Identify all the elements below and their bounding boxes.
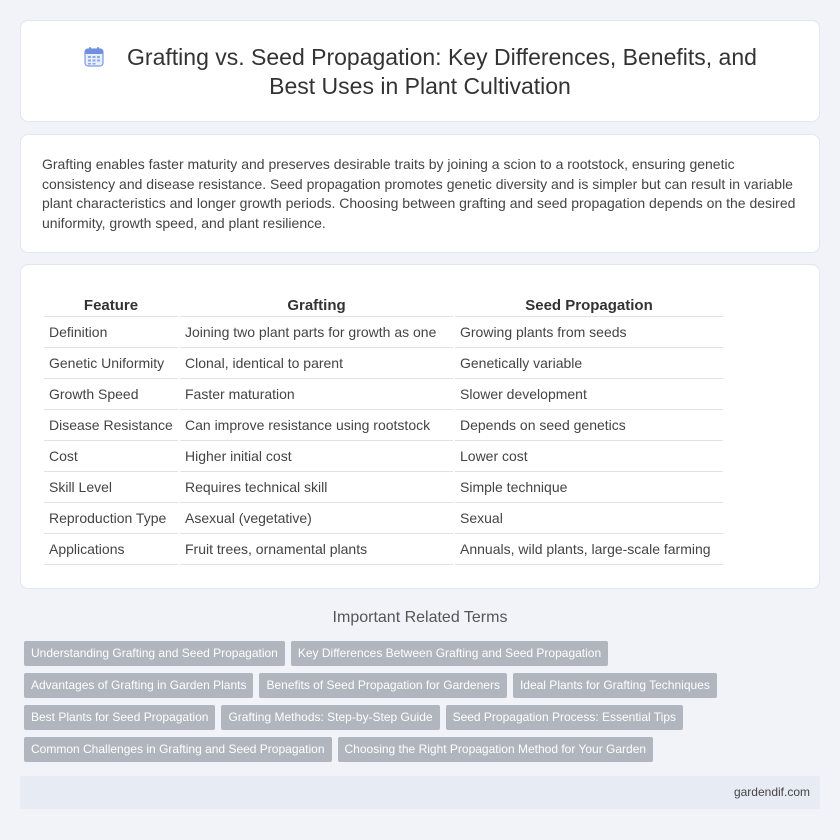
table-cell: Sexual — [455, 503, 723, 534]
related-term-tag[interactable]: Key Differences Between Grafting and Seed Propagation — [291, 641, 608, 666]
related-term-tag[interactable]: Ideal Plants for Grafting Techniques — [513, 673, 717, 698]
related-term-tag[interactable]: Advantages of Grafting in Garden Plants — [24, 673, 253, 698]
tag-row — [24, 705, 814, 737]
related-terms-list — [24, 641, 814, 769]
page-title-text: Grafting vs. Seed Propagation: Key Differences, Benefits, and Best Uses in Plant Cultivation — [127, 44, 757, 99]
table-row — [44, 472, 723, 503]
table-cell: Disease Resistance — [44, 410, 178, 441]
table-cell: Requires technical skill — [180, 472, 453, 503]
column-header-seed-propagation: Seed Propagation — [455, 295, 723, 317]
related-term-tag[interactable]: Grafting Methods: Step-by-Step Guide — [221, 705, 439, 730]
table-cell: Fruit trees, ornamental plants — [180, 534, 453, 565]
table-cell: Lower cost — [455, 441, 723, 472]
table-cell: Skill Level — [44, 472, 178, 503]
table-cell: Reproduction Type — [44, 503, 178, 534]
table-cell: Joining two plant parts for growth as one — [180, 317, 453, 348]
title-card — [20, 20, 820, 122]
table-row — [44, 534, 723, 565]
column-header-feature: Feature — [44, 295, 178, 317]
table-cell: Annuals, wild plants, large-scale farming — [455, 534, 723, 565]
table-cell: Genetically variable — [455, 348, 723, 379]
table-cell: Definition — [44, 317, 178, 348]
comparison-card — [20, 264, 820, 589]
related-terms-heading: Important Related Terms — [332, 609, 508, 626]
comparison-table — [42, 295, 725, 565]
related-term-tag[interactable]: Choosing the Right Propagation Method for Your Garden — [338, 737, 654, 762]
table-cell: Clonal, identical to parent — [180, 348, 453, 379]
table-row — [44, 503, 723, 534]
related-term-tag[interactable]: Understanding Grafting and Seed Propagation — [24, 641, 285, 666]
table-cell: Faster maturation — [180, 379, 453, 410]
tag-row — [24, 641, 814, 673]
summary-card — [20, 134, 820, 253]
related-term-tag[interactable]: Benefits of Seed Propagation for Gardeners — [259, 673, 506, 698]
footer-site-link[interactable]: gardendif.com — [733, 785, 810, 799]
table-header-row — [44, 295, 723, 317]
table-row — [44, 441, 723, 472]
table-cell: Genetic Uniformity — [44, 348, 178, 379]
related-term-tag[interactable]: Seed Propagation Process: Essential Tips — [446, 705, 683, 730]
summary-text: Grafting enables faster maturity and preserves desirable traits by joining a scion to a rootstock, ensuring genetic consistency and disease resistance. Seed propagation promotes genetic diversity and is simpler but can result in variable plant characteristics and longer growth periods. Choosing between grafting and seed propagation depends on the desired uniformity, growth speed, and plant resilience. — [42, 156, 796, 231]
table-cell: Can improve resistance using rootstock — [180, 410, 453, 441]
calendar-icon — [83, 46, 105, 68]
related-term-tag[interactable]: Best Plants for Seed Propagation — [24, 705, 215, 730]
table-cell: Cost — [44, 441, 178, 472]
table-cell: Higher initial cost — [180, 441, 453, 472]
table-row — [44, 410, 723, 441]
table-row — [44, 379, 723, 410]
page-title — [21, 43, 819, 101]
table-row — [44, 348, 723, 379]
table-cell: Growing plants from seeds — [455, 317, 723, 348]
table-cell: Simple technique — [455, 472, 723, 503]
column-header-grafting: Grafting — [180, 295, 453, 317]
tag-row — [24, 673, 814, 705]
related-term-tag[interactable]: Common Challenges in Grafting and Seed Propagation — [24, 737, 332, 762]
table-cell: Slower development — [455, 379, 723, 410]
table-row — [44, 317, 723, 348]
table-cell: Applications — [44, 534, 178, 565]
tag-row — [24, 737, 814, 769]
table-cell: Growth Speed — [44, 379, 178, 410]
table-cell: Depends on seed genetics — [455, 410, 723, 441]
table-cell: Asexual (vegetative) — [180, 503, 453, 534]
footer — [20, 776, 820, 809]
